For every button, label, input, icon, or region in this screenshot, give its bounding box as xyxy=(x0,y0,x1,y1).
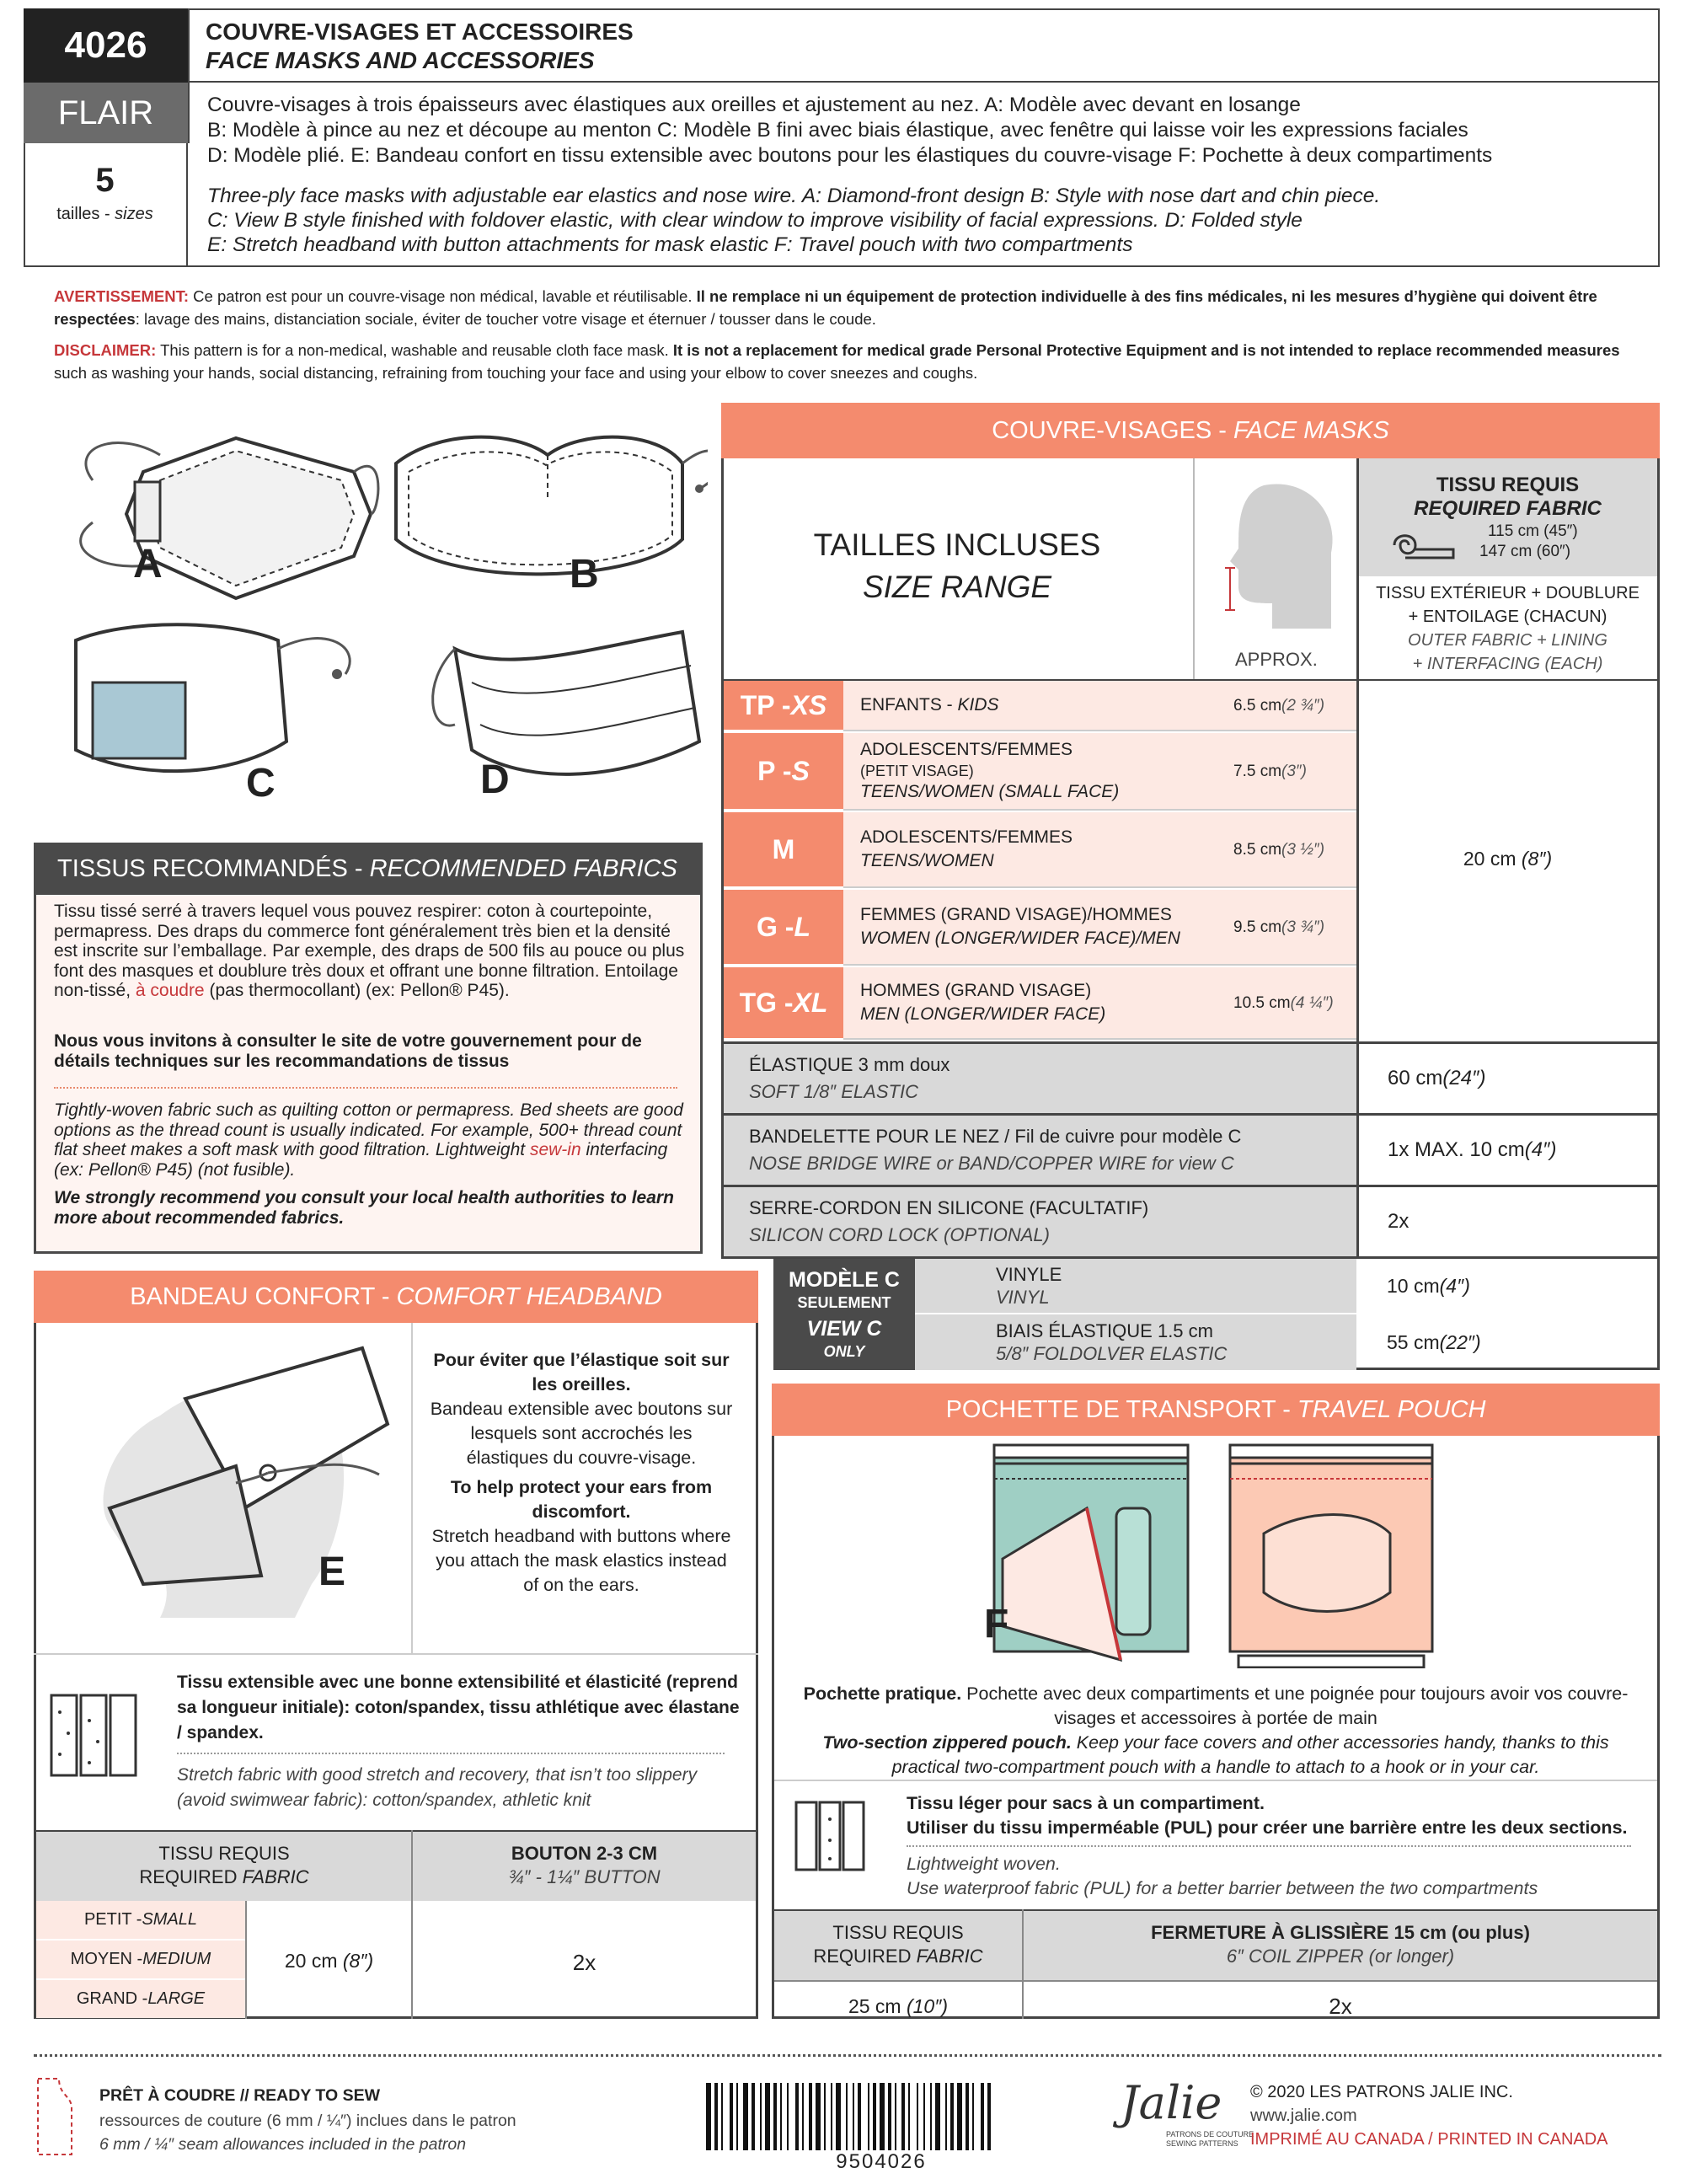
pouch-desc: Pochette pratique. Pochette avec deux compartiments et une poignée pour toujours avoir vos couvre-visages et accessoires à portée de main Two-section zippered pouch. Keep your face covers and other accessories handy, thanks to this practical two-compartment pouch with a handle to attach to a hook or in your car. xyxy=(803,1684,1629,1777)
barcode-bar xyxy=(787,2083,789,2150)
headband-size-row: GRAND - LARGE xyxy=(36,1980,245,2018)
size-row xyxy=(724,890,1356,967)
barcode-bar xyxy=(836,2083,841,2150)
barcode-bar xyxy=(714,2083,718,2150)
barcode-bar xyxy=(802,2083,804,2150)
view-c-label: C xyxy=(246,761,275,806)
barcode-bar xyxy=(981,2083,984,2150)
barcode-bar xyxy=(736,2083,738,2150)
headband-size-row: PETIT - SMALL xyxy=(36,1901,245,1939)
headband-col-divider xyxy=(411,1323,413,1653)
barcode-bar xyxy=(721,2083,723,2150)
barcode-bar xyxy=(795,2083,799,2150)
description-en: Three-ply face masks with adjustable ear elastics and nose wire. A: Diamond-front design B: Style with nose dart and chin piece. C: View B style finished with foldover elastic, with clear window to improve visibility of facial expressions. D: Folded style E: Stretch headband with button attachments for mask elastic F: Travel pouch with two compartments xyxy=(207,185,1381,256)
fabric-type: TISSU EXTÉRIEUR + DOUBLURE + ENTOILAGE (CHACUN) OUTER FABRIC + LINING + INTERFACING (EACH) xyxy=(1376,584,1640,673)
warning-fr: AVERTISSEMENT: Ce patron est pour un couvre-visage non médical, lavable et réutilisable. Il ne remplace ni un équipement de protection individuelle à des fins médicales, ni les mesures d’hygiène qui doivent être respectées: lavage des mains, distanciation sociale, éviter de toucher votre visage et éternuer / tousser dans le coude. xyxy=(54,287,1597,328)
size-description: FEMMES (GRAND VISAGE)/HOMMES WOMEN (LONGER/WIDER FACE)/MEN xyxy=(843,890,1356,966)
pouch-amount: 25 cm (10″) xyxy=(848,1995,949,2017)
headband-mid-rule xyxy=(34,1653,758,1655)
barcode-bar xyxy=(853,2083,854,2150)
model-c-label: MODÈLE C SEULEMENT VIEW C ONLY xyxy=(773,1259,915,1370)
model-c-item-qty: 55 cm (22″) xyxy=(1387,1330,1481,1353)
size-row xyxy=(724,967,1356,1041)
headband-button: BOUTON 2-3 CM ¾″ - 1¼″ BUTTON xyxy=(508,1843,661,1887)
size-description: ADOLESCENTS/FEMMES TEENS/WOMEN xyxy=(843,812,1356,888)
fabric-width-2: 147 cm (60″) xyxy=(1479,543,1571,560)
fabrics-divider xyxy=(54,1087,677,1089)
barcode-bar xyxy=(773,2083,777,2150)
barcode-bar xyxy=(809,2083,812,2150)
disclaimer-en: DISCLAIMER: This pattern is for a non-medical, washable and reusable cloth face mask. It is not a replacement for medical grade Personal Protective Equipment and is not intended to replace recommended measures such as washing your hands, social distancing, refraining from touching your face and using your elbow to cover sneezes and coughs. xyxy=(54,341,1620,382)
pouch-req-bottom xyxy=(774,1980,1657,1982)
barcode-bar xyxy=(824,2083,826,2150)
fabric-req-fr: TISSU REQUIS xyxy=(1436,474,1580,496)
pattern-number: 4026 xyxy=(24,8,188,83)
size-code: TG - XL xyxy=(724,967,843,1040)
logo-sub: PATRONS DE COUTURE SEWING PATTERNS xyxy=(1166,2130,1254,2148)
view-a-label: A xyxy=(133,542,163,586)
barcode-bar xyxy=(752,2083,755,2150)
view-f-label: F xyxy=(984,1602,1009,1646)
headband-button-qty: 2x xyxy=(572,1950,596,1975)
size-code: TP - XS xyxy=(724,681,843,731)
barcode-bar xyxy=(950,2083,954,2150)
barcode-bar xyxy=(743,2083,748,2150)
barcode-number: 9504026 xyxy=(836,2150,927,2173)
barcode-bar xyxy=(888,2083,891,2150)
barcode-bar xyxy=(945,2083,947,2150)
pouch-fabric-en: Lightweight woven. Use waterproof fabric (PUL) for a better barrier between the two compartments xyxy=(907,1854,1538,1898)
size-description: ENFANTS - KIDS xyxy=(843,681,1356,731)
barcode-bar xyxy=(901,2083,905,2150)
approx-label: APPROX. xyxy=(1235,649,1318,670)
pouch-mid-rule xyxy=(774,1780,1657,1781)
size-row xyxy=(724,681,1356,733)
notion-label: SERRE-CORDON EN SILICONE (FACULTATIF) SILICON CORD LOCK (OPTIONAL) xyxy=(724,1187,1356,1256)
title-underline xyxy=(188,81,1660,83)
pouch-title: POCHETTE DE TRANSPORT - TRAVEL POUCH xyxy=(772,1384,1660,1436)
headband-fabric-fr: Tissu extensible avec une bonne extensibilité et élasticité (reprend sa longueur initiale): coton/spandex, tissu athlétique avec élastane / spandex. xyxy=(177,1673,740,1742)
footer-rule xyxy=(34,2054,1661,2057)
barcode-bar xyxy=(858,2083,861,2150)
barcode-bar xyxy=(935,2083,940,2150)
sizes-label: tailles - sizes xyxy=(56,205,153,223)
barcode-bar xyxy=(730,2083,733,2150)
barcode-bar xyxy=(987,2083,991,2150)
barcode-bar xyxy=(957,2083,962,2150)
headband-size-row: MOYEN - MEDIUM xyxy=(36,1940,245,1978)
notion-label: BANDELETTE POUR LE NEZ / Fil de cuivre pour modèle C NOSE BRIDGE WIRE or BAND/COPPER WIRE for view C xyxy=(724,1116,1356,1185)
size-code: M xyxy=(724,812,843,888)
barcode-bar xyxy=(923,2083,925,2150)
head-profile-icon xyxy=(1205,468,1340,637)
mask-d-illustration xyxy=(421,615,725,784)
pouch-fabric-divider xyxy=(907,1845,1631,1847)
notion-qty: 1x MAX. 10 cm (4″) xyxy=(1388,1138,1557,1161)
notion-row xyxy=(724,1187,1657,1259)
barcode-bar xyxy=(972,2083,974,2150)
model-c-row xyxy=(915,1259,1657,1314)
seam-allowance-en: 6 mm / ¼″ seam allowances included in the patron xyxy=(99,2135,467,2154)
pouch-fabric-fr: Tissu léger pour sacs à un compartiment. Utiliser du tissu imperméable (PUL) pour créer une barrière entre les deux sections. xyxy=(907,1793,1628,1838)
copyright: © 2020 LES PATRONS JALIE INC. xyxy=(1250,2083,1513,2101)
sizes-count: 5 xyxy=(95,162,115,199)
mask-b-illustration xyxy=(388,413,708,607)
headband-fabric-divider xyxy=(177,1753,725,1754)
headband-amount: 20 cm (8″) xyxy=(284,1950,374,1972)
size-row xyxy=(724,733,1356,812)
fabric-bolts-icon-2 xyxy=(792,1798,868,1874)
notion-label: ÉLASTIQUE 3 mm doux SOFT 1/8″ ELASTIC xyxy=(724,1044,1356,1113)
size-row xyxy=(724,812,1356,890)
printed-in-canada: IMPRIMÉ AU CANADA / PRINTED IN CANADA xyxy=(1250,2130,1608,2149)
masks-fabric-amount: 20 cm (8″) xyxy=(1463,848,1553,870)
fabrics-fr-text: Tissu tissé serré à travers lequel vous pouvez respirer: coton à courtepointe, permapress. Des draps du commerce font généralement très bien et la densité est inscrite sur l’emballage. Par exemple, des draps de 500 fils au pouce ou plus font des masques et doublure très doux et offrant une bonne filtration. Entoilage non-tissé, à coudre (pas thermocollant) (ex: Pellon® P45). xyxy=(54,902,685,1000)
header-divider xyxy=(188,8,190,143)
size-measurement: 7.5 cm (3″) xyxy=(1233,763,1307,780)
masks-title: COUVRE-VISAGES - FACE MASKS xyxy=(721,403,1660,458)
size-range-label: TAILLES INCLUSES SIZE RANGE xyxy=(813,527,1101,604)
model-c-item-label: BIAIS ÉLASTIQUE 1.5 cm 5/8″ FOLDOLVER ELASTIC xyxy=(915,1314,1356,1370)
fabric-width-1: 115 cm (45″) xyxy=(1488,522,1578,540)
headband-req-fabric: TISSU REQUIS REQUIRED FABRIC xyxy=(139,1843,309,1887)
barcode-bar xyxy=(765,2083,770,2150)
model-c-row xyxy=(915,1314,1657,1370)
brand-label: FLAIR xyxy=(24,83,188,143)
model-c-item-qty: 10 cm (4″) xyxy=(1387,1274,1470,1297)
fabric-bolts-icon-1 xyxy=(47,1687,148,1780)
fabrics-en-bold: We strongly recommend you consult your local health authorities to learn more about recommended fabrics. xyxy=(54,1188,674,1228)
pouch-zip-qty: 2x xyxy=(1329,1994,1352,2019)
mask-a-illustration xyxy=(34,413,396,607)
size-measurement: 8.5 cm (3 ½″) xyxy=(1233,841,1325,859)
size-measurement: 6.5 cm (2 ¾″) xyxy=(1233,697,1325,715)
notion-row xyxy=(724,1044,1657,1116)
fabrics-fr-bold: Nous vous invitons à consulter le site de votre gouvernement pour de détails techniques sur les recommandations de tissus xyxy=(54,1031,642,1071)
fabric-req-en: REQUIRED FABRIC xyxy=(1414,497,1602,520)
barcode-bar xyxy=(846,2083,848,2150)
title-fr: COUVRE-VISAGES ET ACCESSOIRES xyxy=(206,19,634,45)
notion-qty: 2x xyxy=(1388,1210,1410,1233)
head-col-divider xyxy=(1193,458,1195,679)
pouch-zipper: FERMETURE À GLISSIÈRE 15 cm (ou plus) 6″ COIL ZIPPER (or longer) xyxy=(1151,1922,1530,1967)
notion-row xyxy=(724,1116,1657,1187)
barcode-bar xyxy=(706,2083,711,2150)
website[interactable]: www.jalie.com xyxy=(1250,2106,1357,2125)
barcode-bar xyxy=(895,2083,896,2150)
sizes-count-box xyxy=(24,143,188,267)
barcode-bar xyxy=(760,2083,762,2150)
view-b-label: B xyxy=(570,552,599,597)
barcode-bar xyxy=(816,2083,821,2150)
size-code: P - S xyxy=(724,733,843,811)
notion-qty: 60 cm (24″) xyxy=(1388,1067,1486,1089)
barcode-bar xyxy=(908,2083,910,2150)
fabric-roll-icon xyxy=(1390,524,1458,566)
size-measurement: 9.5 cm (3 ¾″) xyxy=(1233,918,1325,936)
barcode-bar xyxy=(831,2083,832,2150)
barcode-bar xyxy=(966,2083,969,2150)
seam-allowance-fr: ressources de couture (6 mm / ¼″) inclues dans le patron xyxy=(99,2112,516,2130)
view-e-label: E xyxy=(318,1550,346,1594)
ready-to-sew-icon xyxy=(34,2074,76,2159)
pouch-req-fabric: TISSU REQUIS REQUIRED FABRIC xyxy=(813,1922,983,1967)
fabrics-en-text: Tightly-woven fabric such as quilting cotton or permapress. Bed sheets are good options as the thread count is usually indicated. For example, 500+ thread count flat sheet makes a soft mask with good filtration. Lightweight sew-in interfacing (ex: Pellon® P45) (not fusible). xyxy=(54,1100,683,1180)
barcode-bar xyxy=(868,2083,869,2150)
pouch-illustration xyxy=(986,1441,1458,1668)
model-c-item-label: VINYLE VINYL xyxy=(915,1259,1356,1313)
title-en: FACE MASKS AND ACCESSORIES xyxy=(206,47,595,73)
headband-fabric-en: Stretch fabric with good stretch and recovery, that isn’t too slippery (avoid swimwear fabric): cotton/spandex, athletic knit xyxy=(177,1765,698,1810)
size-description: ADOLESCENTS/FEMMES (PETIT VISAGE) TEENS/WOMEN (SMALL FACE) xyxy=(843,733,1356,811)
jalie-logo: Jalie xyxy=(1121,2076,1222,2129)
barcode-bar xyxy=(930,2083,932,2150)
headband-desc: Pour éviter que l’élastique soit sur les oreilles. Bandeau extensible avec boutons sur lesquels sont accrochés les élastiques du couvre-visage. To help protect your ears from discomfort. Stretch headband with buttons where you attach the mask elastics instead of on the ears. xyxy=(430,1350,733,1595)
size-code: G - L xyxy=(724,890,843,966)
description-fr: Couvre-visages à trois épaisseurs avec élastiques aux oreilles et ajustement au nez. A: Modèle avec devant en losange B: Modèle à pince au nez et découpe au menton C: Modèle B fini avec biais élastique, avec fenêtre qui laisse voir les expressions faciales D: Modèle plié. E: Bandeau confort en tissu extensible avec boutons pour les élastiques du couvre-visage F: Pochette à deux compartiments xyxy=(207,94,1493,167)
barcode-bar xyxy=(780,2083,782,2150)
fabrics-title: TISSUS RECOMMANDÉS - RECOMMENDED FABRICS xyxy=(34,843,703,895)
barcode-bar xyxy=(880,2083,885,2150)
barcode-bar xyxy=(917,2083,918,2150)
size-measurement: 10.5 cm (4 ¼″) xyxy=(1233,994,1334,1012)
size-description: HOMMES (GRAND VISAGE) MEN (LONGER/WIDER FACE) xyxy=(843,967,1356,1040)
size-rows xyxy=(724,681,1356,1041)
barcode-bar xyxy=(873,2083,876,2150)
ready-to-sew: PRÊT À COUDRE // READY TO SEW xyxy=(99,2086,380,2105)
headband-title: BANDEAU CONFORT - COMFORT HEADBAND xyxy=(34,1271,758,1323)
barcode xyxy=(704,2083,1058,2150)
view-d-label: D xyxy=(480,757,510,802)
mask-c-illustration xyxy=(59,615,379,784)
